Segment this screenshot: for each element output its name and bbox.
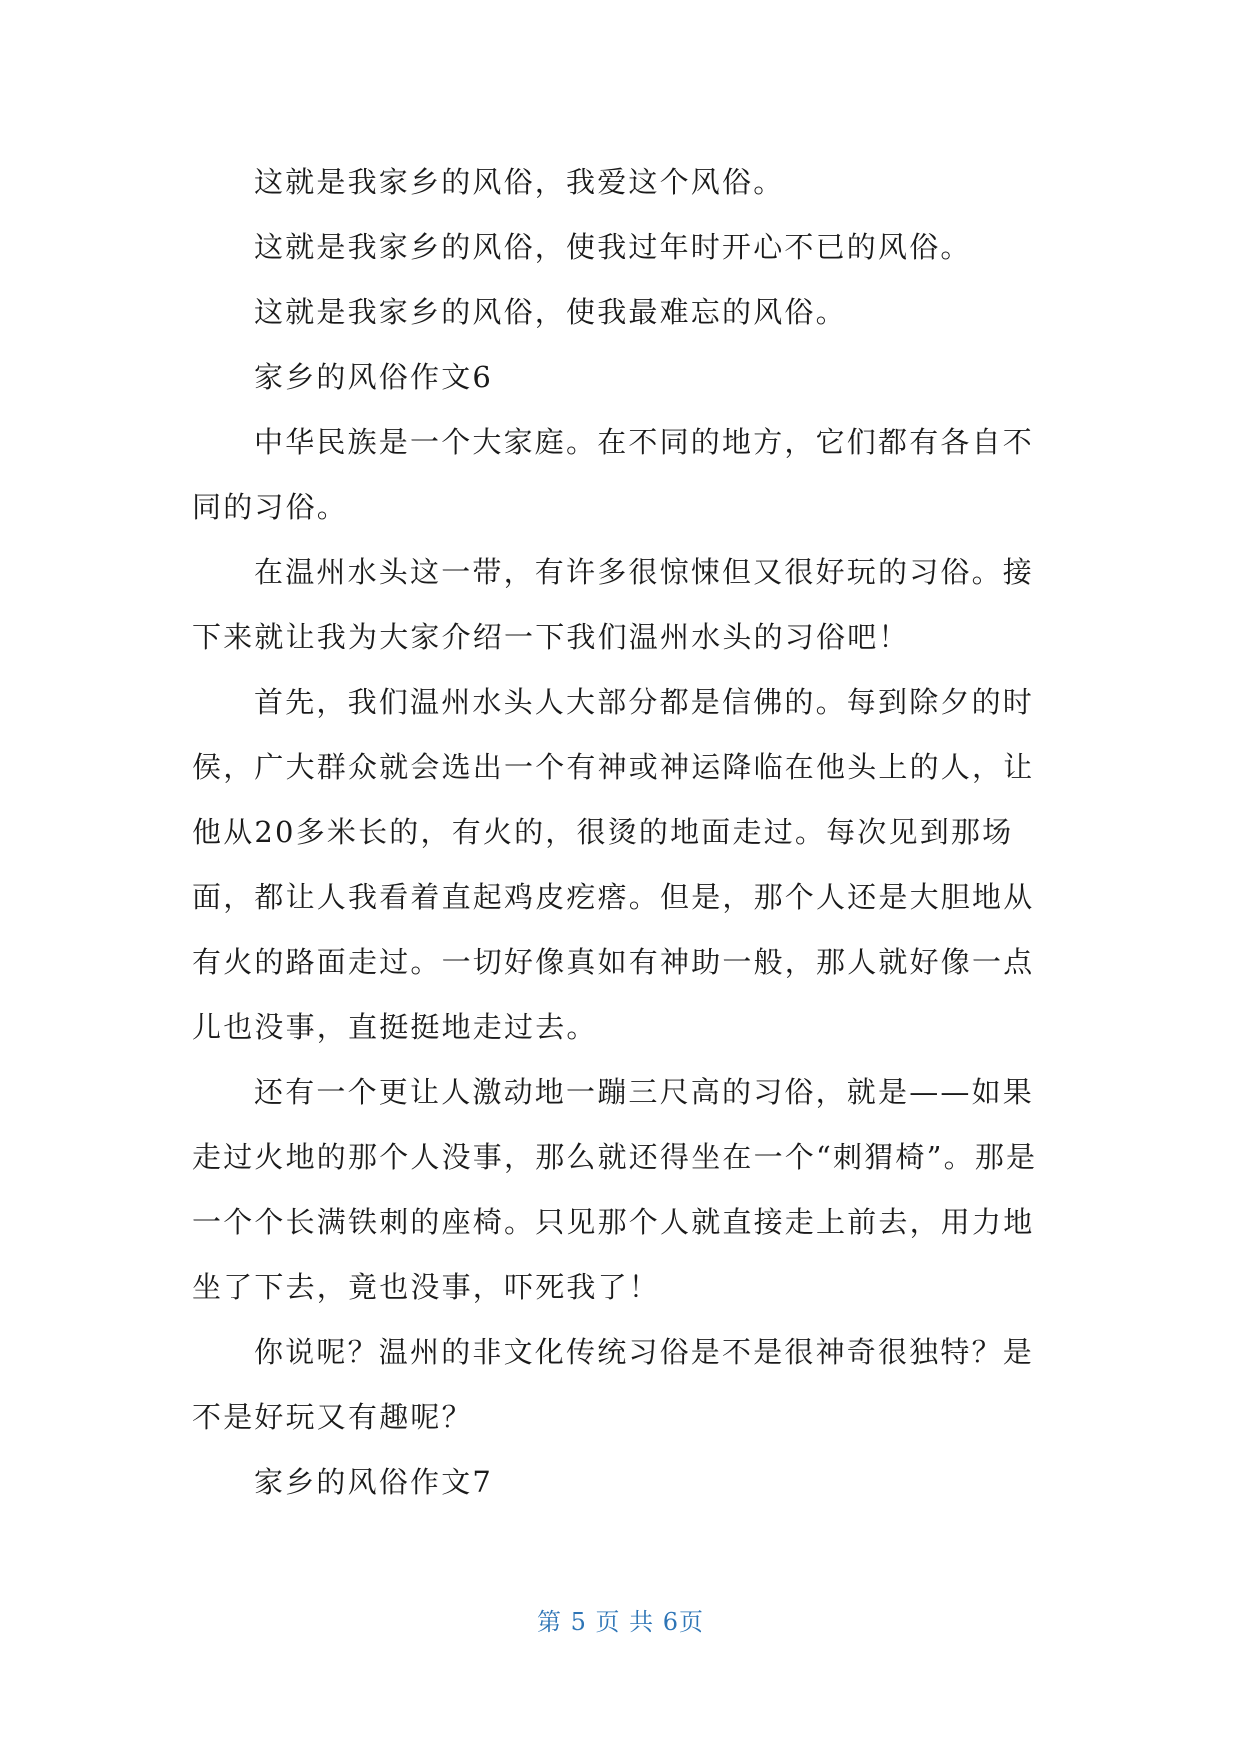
paragraph: 你说呢？温州的非文化传统习俗是不是很神奇很独特？是不是好玩又有趣呢？: [192, 1335, 1035, 1434]
page-number: 第 5 页 共 6页: [536, 1608, 705, 1636]
section-heading: 家乡的风俗作文6: [254, 360, 494, 394]
paragraph: 首先，我们温州水头人大部分都是信佛的。每到除夕的时侯，广大群众就会选出一个有神或神运降临在他头上的人，让他从20多米长的，有火的，很烫的地面走过。每次见到那场面，都让人我看着直起鸡皮疙瘩。但是，那个人还是大胆地从有火的路面走过。一切好像真如有神助一般，那人就好像一点儿也没事，直挺挺地走过去。: [192, 685, 1035, 1044]
document-body: [192, 150, 1062, 1515]
paragraph: 这就是我家乡的风俗，使我过年时开心不已的风俗。: [254, 230, 972, 264]
paragraph: 在温州水头这一带，有许多很惊悚但又很好玩的习俗。接下来就让我为大家介绍一下我们温州水头的习俗吧！: [192, 555, 1035, 654]
paragraph: 这就是我家乡的风俗，使我最难忘的风俗。: [254, 295, 847, 329]
paragraph: 还有一个更让人激动地一蹦三尺高的习俗，就是——如果走过火地的那个人没事，那么就还得坐在一个“刺猬椅”。那是一个个长满铁刺的座椅。只见那个人就直接走上前去，用力地坐了下去，竟也没事，吓死我了！: [192, 1075, 1038, 1304]
paragraph: 这就是我家乡的风俗，我爱这个风俗。: [254, 165, 785, 199]
page-footer: [0, 1602, 1241, 1637]
section-heading: 家乡的风俗作文7: [254, 1465, 494, 1499]
paragraph: 中华民族是一个大家庭。在不同的地方，它们都有各自不同的习俗。: [192, 425, 1035, 524]
